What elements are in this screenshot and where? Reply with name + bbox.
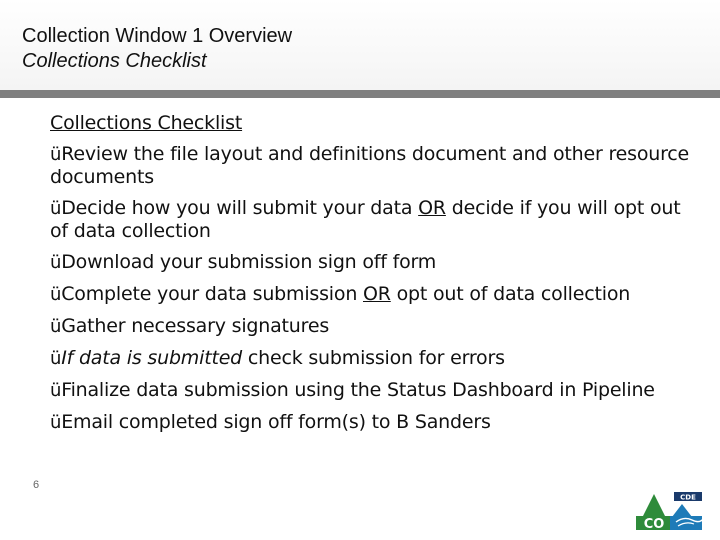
checklist-item-emphasis: OR — [418, 197, 446, 219]
checklist-item — [50, 411, 690, 434]
checklist-item-text: Gather necessary signatures — [61, 315, 330, 337]
checkmark-icon: ü — [50, 380, 62, 401]
checklist-item — [50, 379, 690, 402]
checklist-item — [50, 283, 690, 306]
checklist-item-text: Finalize data submission using the Status Dashboard in Pipeline — [61, 379, 655, 401]
colorado-cde-logo-icon — [632, 490, 712, 534]
checkmark-icon: ü — [50, 252, 62, 273]
checkmark-icon: ü — [50, 412, 62, 433]
checklist-item-italic: If data is submitted — [61, 347, 243, 369]
checklist-item-text: check submission for errors — [242, 347, 505, 369]
page-number: 6 — [33, 479, 40, 491]
checkmark-icon: ü — [50, 144, 62, 165]
slide-title: Collection Window 1 Overview — [22, 25, 293, 47]
checkmark-icon: ü — [50, 348, 62, 369]
checklist-item — [50, 197, 690, 242]
header-divider — [0, 90, 720, 98]
checklist-item — [50, 347, 690, 370]
checklist-item-text: Review the file layout and definitions document and other resource documents — [50, 143, 690, 188]
checklist-content — [50, 112, 690, 443]
slide-subtitle: Collections Checklist — [22, 50, 207, 72]
checklist-item — [50, 251, 690, 274]
checkmark-icon: ü — [50, 316, 62, 337]
checklist-heading: Collections Checklist — [50, 112, 243, 134]
checklist-item-text: Complete your data submission — [61, 283, 363, 305]
checklist-item — [50, 143, 690, 188]
checklist-item-text: Email completed sign off form(s) to B Sanders — [61, 411, 491, 433]
checklist-item-text: Download your submission sign off form — [61, 251, 437, 273]
checklist-item — [50, 315, 690, 338]
slide-header — [0, 0, 720, 90]
checklist-item-text: decide if you will opt out of data collection — [50, 197, 681, 242]
checklist-item-text: Decide how you will submit your data — [61, 197, 419, 219]
checkmark-icon: ü — [50, 284, 62, 305]
logo-top-text: CDE — [680, 493, 696, 502]
checkmark-icon: ü — [50, 198, 62, 219]
logo-main-text: CO — [643, 517, 665, 532]
checklist-item-text: opt out of data collection — [390, 283, 631, 305]
checklist-item-emphasis: OR — [363, 283, 391, 305]
